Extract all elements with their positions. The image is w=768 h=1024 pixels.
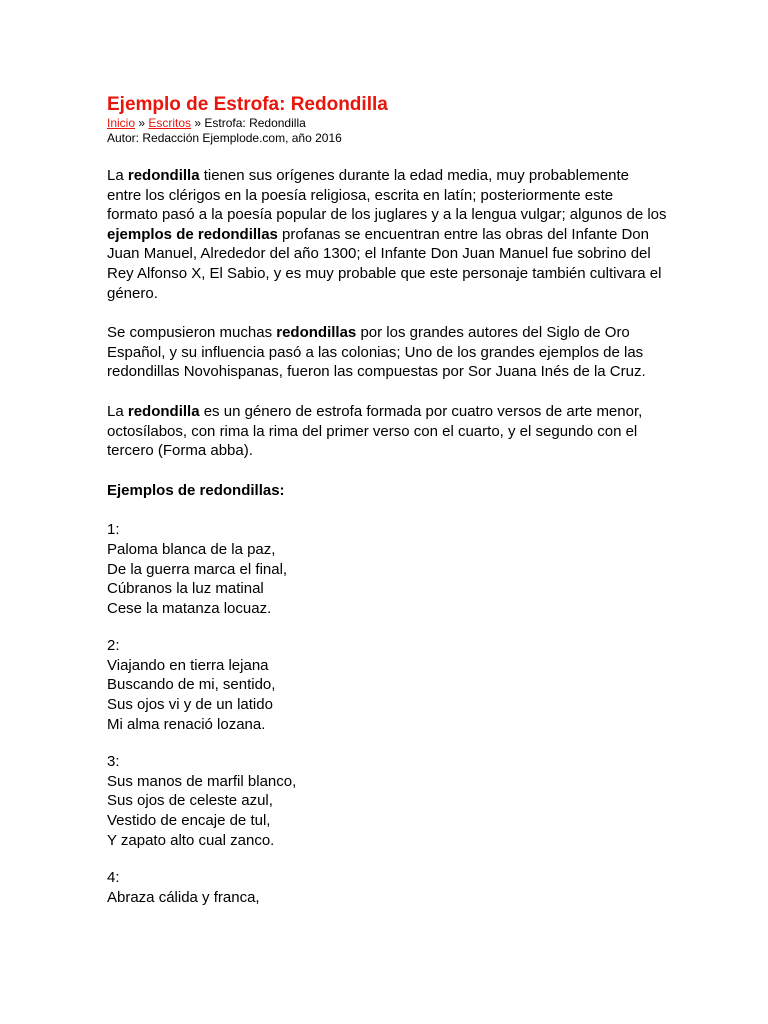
- verse-line: Paloma blanca de la paz,: [107, 540, 276, 558]
- verse-line: Mi alma renació lozana.: [107, 715, 266, 733]
- stanza-number: 2:: [107, 637, 120, 655]
- stanza: [107, 636, 667, 734]
- paragraph: La redondilla tienen sus orígenes durante la edad media, muy probablemente entre los clérigos en la poesía religiosa, escrita en latín; posteriormente este formato pasó a la poesía popular de los juglares y a la lengua vulgar; algunos de los ejemplos de redondillas profanas se encuentran entre las obras del Infante Don Juan Manuel, Alrededor del año 1300; el Infante Don Juan Manuel fue sobrino del Rey Alfonso X, El Sabio, y es muy probable que este personaje también cultivara el género.: [107, 167, 667, 302]
- verse-line: Sus ojos de celeste azul,: [107, 792, 273, 810]
- verse-line: Y zapato alto cual zanco.: [107, 831, 275, 849]
- paragraph: Se compusieron muchas redondillas por los grandes autores del Siglo de Oro Español, y su influencia pasó a las colonias; Uno de los grandes ejemplos de las redondillas Novohispanas, fueron las compuestas por Sor Juana Inés de la Cruz.: [107, 324, 646, 381]
- breadcrumb-current: Estrofa: Redondilla: [204, 116, 306, 130]
- verse-line: Buscando de mi, sentido,: [107, 676, 276, 694]
- keyword: redondilla: [127, 167, 200, 184]
- verse-line: Vestido de encaje de tul,: [107, 812, 271, 830]
- paragraph: La redondilla es un género de estrofa formada por cuatro versos de arte menor, octosílabos, con rima la rima del primer verso con el cuarto, y el segundo con el tercero (Forma abba).: [107, 402, 643, 460]
- verse-line: Sus ojos vi y de un latido: [107, 696, 273, 714]
- breadcrumb-link-home[interactable]: Inicio: [107, 116, 136, 130]
- verse-line: Viajando en tierra lejana: [107, 656, 269, 674]
- author-line: Autor: Redacción Ejemplode.com, año 2016: [107, 131, 342, 145]
- examples-heading: Ejemplos de redondillas:: [107, 481, 285, 499]
- article-body: [107, 166, 667, 907]
- breadcrumb-separator: »: [191, 116, 205, 130]
- keyword: redondilla: [127, 402, 200, 420]
- stanza: [107, 520, 667, 618]
- verse-line: De la guerra marca el final,: [107, 560, 288, 578]
- stanza-number: 3:: [107, 753, 120, 771]
- keyword: ejemplos de redondillas: [107, 225, 278, 243]
- verse-line: Abraza cálida y franca,: [107, 888, 260, 906]
- article: [107, 94, 667, 925]
- stanza-number: 4:: [107, 869, 120, 887]
- stanza: [107, 752, 667, 850]
- verse-line: Cese la matanza locuaz.: [107, 599, 272, 617]
- breadcrumb: [107, 116, 667, 131]
- verse-line: Cúbranos la luz matinal: [107, 580, 264, 598]
- verse-line: Sus manos de marfil blanco,: [107, 772, 297, 790]
- breadcrumb-link-section[interactable]: Escritos: [148, 116, 192, 130]
- page-title: Ejemplo de Estrofa: Redondilla: [107, 94, 388, 115]
- keyword: redondillas: [276, 324, 357, 342]
- stanza-number: 1:: [107, 521, 120, 539]
- stanza: [107, 868, 667, 907]
- breadcrumb-separator: »: [135, 116, 149, 130]
